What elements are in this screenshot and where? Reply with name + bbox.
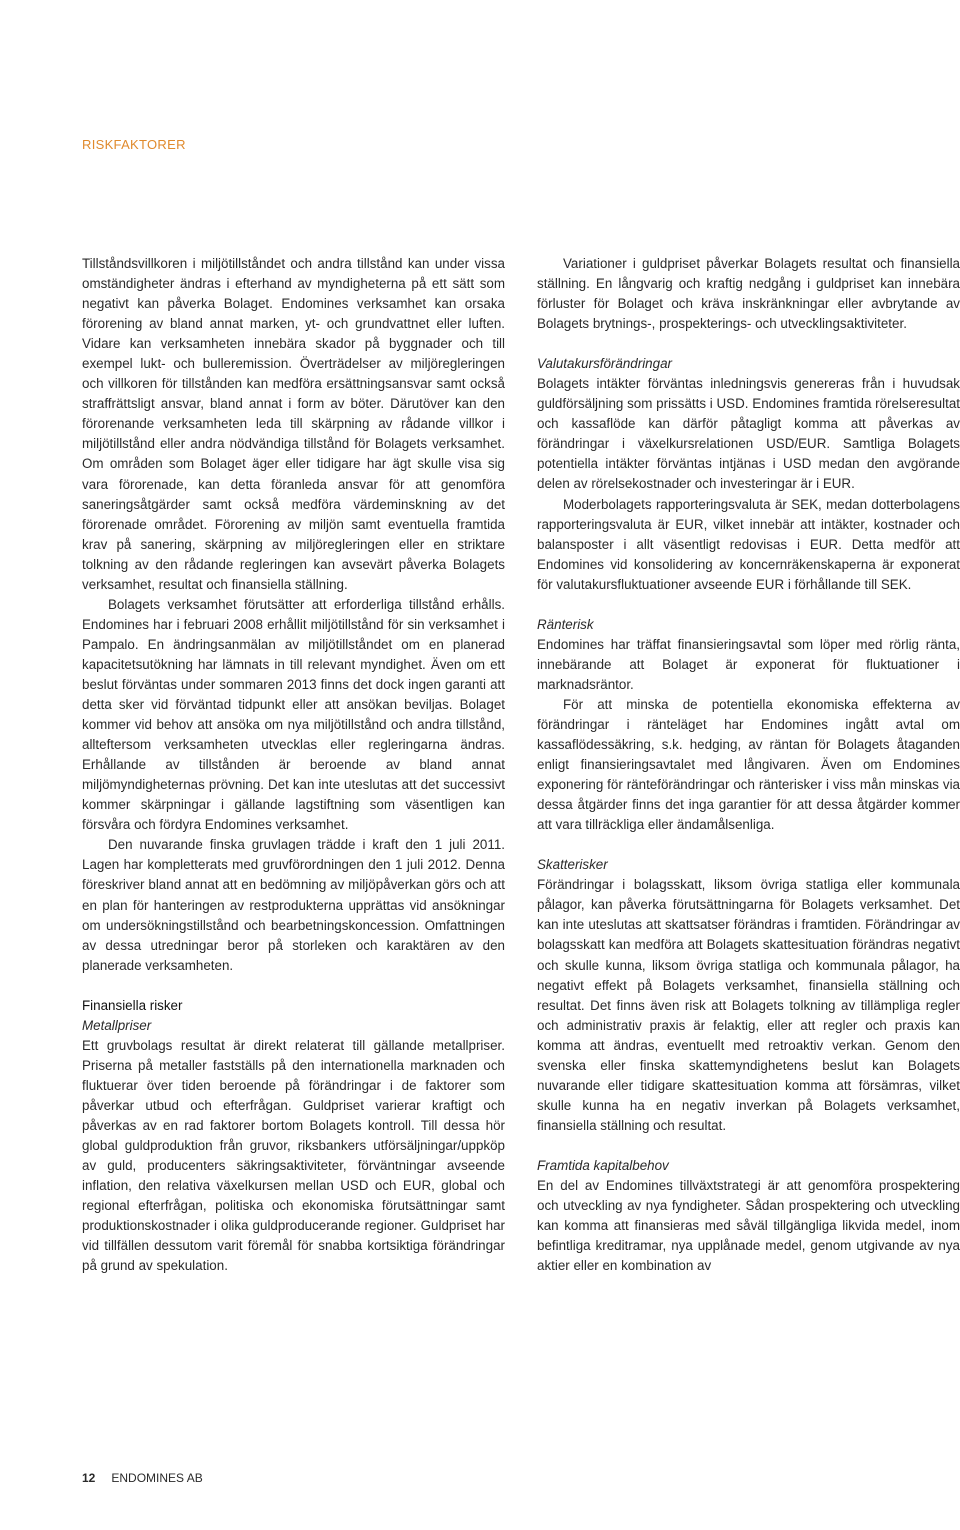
- paragraph: En del av Endomines tillväxtstrategi är att genomföra prospektering och utveckling av nya fyndigheter. Sådan prospektering och utveckling kan komma att finansieras med såväl tillgängliga likvida medel, inom befintliga kreditramar, nya upplånade medel, genom utgivande av nya aktier eller en kombination av: [537, 1177, 960, 1274]
- paragraph: Bolagets intäkter förväntas inledningsvis genereras från i huvudsak guldförsäljning som prissätts i USD. Endomines framtida rörelseresultat och kassaflöde kan därför påtagligt komma att påverkas av förändringar i växelkursrelationen USD/EUR. Samtliga Bolagets potentiella intäkter förväntas intjänas i USD medan den avgörande delen av rörelsekostnader och investeringar är i EUR.: [537, 376, 960, 492]
- page-number: 12: [82, 1471, 96, 1485]
- subheading-currency: Valutakursförändringar: [537, 356, 672, 372]
- subheading-metal-prices: Metallpriser: [82, 1017, 152, 1033]
- subheading-interest-risk: Ränterisk: [537, 616, 594, 632]
- paragraph: Bolagets verksamhet förutsätter att erforderliga tillstånd erhålls. Endomines har i februari 2008 erhållit miljötillstånd för sin verksamhet i Pampalo. En ändringsanmälan av miljötillståndet om en planerad kapacitetsutökning har lämnats in till relevant myndighet. Även om ett beslut förväntas under sommaren 2013 finns det dock ingen garanti att detta sker vid förväntad tidpunkt eller att ansökan beviljas. Bolaget kommer vid behov att ansöka om nya miljötillstånd och andra tillstånd, allteftersom verksamheten utvecklas eller regleringarna ändras. Erhållande av tillstånden är beroende av bland annat miljömyndigheternas prövning. Det kan inte uteslutas att det successivt kommer skärpningar i gällande lagstiftning som väsentligen kan försvåra och fördyra Endomines verksamhet.: [82, 596, 505, 833]
- paragraph: Endomines har träffat finansieringsavtal som löper med rörlig ränta, innebärande att Bolaget är exponerat för fluktuationer i marknadsräntor.: [537, 636, 960, 692]
- paragraph: För att minska de potentiella ekonomiska effekterna av förändringar i ränteläget har Endomines ingått avtal om kassaflödessäkring, s.k. hedging, av räntan för Bolagets åtaganden enligt finansieringsavtalet med långivaren. Även om Endomines exponering för ränteförändringar och ränterisker i viss mån minskas via dessa åtgärder finns det inga garantier för att dessa åtgärder kommer att vara tillräckliga eller ändamålsenliga.: [537, 696, 960, 833]
- section-label: RISKFAKTORER: [82, 137, 186, 152]
- paragraph: Moderbolagets rapporteringsvaluta är SEK, medan dotterbolagens rapporteringsvaluta är EUR, vilket innebär att intäkter, kostnader och balansposter i allt väsentligt redovisas i EUR. Detta medför att Endomines vid konsolidering av koncernräkenskaperna är exponerat för valutakursfluktuationer avseende EUR i förhållande till SEK.: [537, 496, 960, 592]
- paragraph: Ett gruvbolags resultat är direkt relaterat till gällande metallpriser. Priserna på metaller fastställs på den internationella marknaden och fluktuerar över tiden beroende på förändringar i de faktorer som påverkar utbud och efterfrågan. Guldpriset varierar kraftigt och påverkas av en rad faktorer bortom Bolagets kontroll. Till dessa hör global guldproduktion från gruvor, riksbankers utförsäljningar/uppköp av guld, producenters säkringsaktiviteter, förväntningar avseende inflation, den relativa växelkursen mellan USD och EUR, global och regional efterfrågan, politiska och ekonomiska förutsättningar samt produktionskostnader i olika guldproducerande regioner. Guldpriset har vid tillfällen dessutom varit föremål för snabba kortsiktiga förändringar på grund av spekulation.: [82, 1037, 505, 1274]
- left-column: [82, 254, 505, 1276]
- subheading-capital-needs: Framtida kapitalbehov: [537, 1157, 669, 1173]
- paragraph: Förändringar i bolagsskatt, liksom övriga statliga eller kommunala pålagor, kan påverka förutsättningarna för Bolagets verksamhet. Det kan inte uteslutas att skattsatser förändras i framtiden. Förändringar av bolagsskatt kan medföra att Bolagets skattesituation förändras negativt och skulle kunna, liksom övriga statliga och kommunala pålagor, ha negativt effekt på Bolagets verksamhet, finansiella ställning och resultat. Det finns även risk att Bolagets tolkning av tillämpliga regler och administrativ praxis är felaktig, eller att regler och praxis kan komma att ändras, eventuellt med retroaktiv verkan. Genom den svenska eller finska skattemyndighetens beslut kan Bolagets nuvarande eller tidigare skattesituation komma att försämras, vilket skulle kunna ha en negativ inverkan på Bolagets verksamhet, finansiella ställning och resultat.: [537, 877, 960, 1133]
- subheading-tax-risks: Skatterisker: [537, 857, 608, 873]
- page-footer: [82, 1471, 203, 1485]
- paragraph: Variationer i guldpriset påverkar Bolagets resultat och finansiella ställning. En långvarig och kraftig nedgång i guldpriset kan innebära förluster för Bolaget och kräva inskränkningar eller avbrytande av Bolagets brytnings-, prospekterings- och utvecklingsaktiviteter.: [537, 256, 960, 332]
- footer-company: ENDOMINES AB: [111, 1471, 203, 1485]
- heading-financial-risks: Finansiella risker: [82, 997, 183, 1013]
- paragraph: Den nuvarande finska gruvlagen trädde i kraft den 1 juli 2011. Lagen har kompletterats med gruvförordningen den 1 juli 2012. Denna föreskriver bland annat att en bedömning av miljöpåverkan görs och att en plan för hanteringen av restprodukterna upprättas vid ansökningar om undersökningstillstånd och bearbetningskoncession. Omfattningen av dessa utredningar beror på storleken och karaktären av den planerade verksamheten.: [82, 837, 505, 973]
- right-column: [537, 254, 960, 1276]
- paragraph: Tillståndsvillkoren i miljötillståndet och andra tillstånd kan under vissa omständigheter ändras i efterhand av myndigheterna på ett sätt som negativt kan påverka Bolaget. Endomines verksamhet kan orsaka förorening av bland annat marken, yt- och grundvattnet eller luften. Vidare kan verksamheten innebära skador på byggnader och till exempel lukt- och bulleremission. Överträdelser av miljöregleringen och villkoren för tillstånden kan medföra ersättningsansvar samt också straffrättsligt ansvar, bland annat i form av böter. Därutöver kan den förorenande verksamheten leda till skärpning av rådande villkor i miljötillstånd eller andra nödvändiga tillstånd för Bolagets verksamhet. Om områden som Bolaget äger eller tidigare har ägt skulle visa sig vara förorenade, kan detta föranleda ansvar för att genomföra saneringsåtgärder samt också medföra värdeminskning av det förorenade området. Förorening av miljön samt eventuella framtida krav på sanering, skärpning av miljöregleringen eller en striktare tolkning av den rådande regleringen kan avsevärt påverka Bolagets verksamhet, resultat och finansiella ställning.: [82, 256, 505, 592]
